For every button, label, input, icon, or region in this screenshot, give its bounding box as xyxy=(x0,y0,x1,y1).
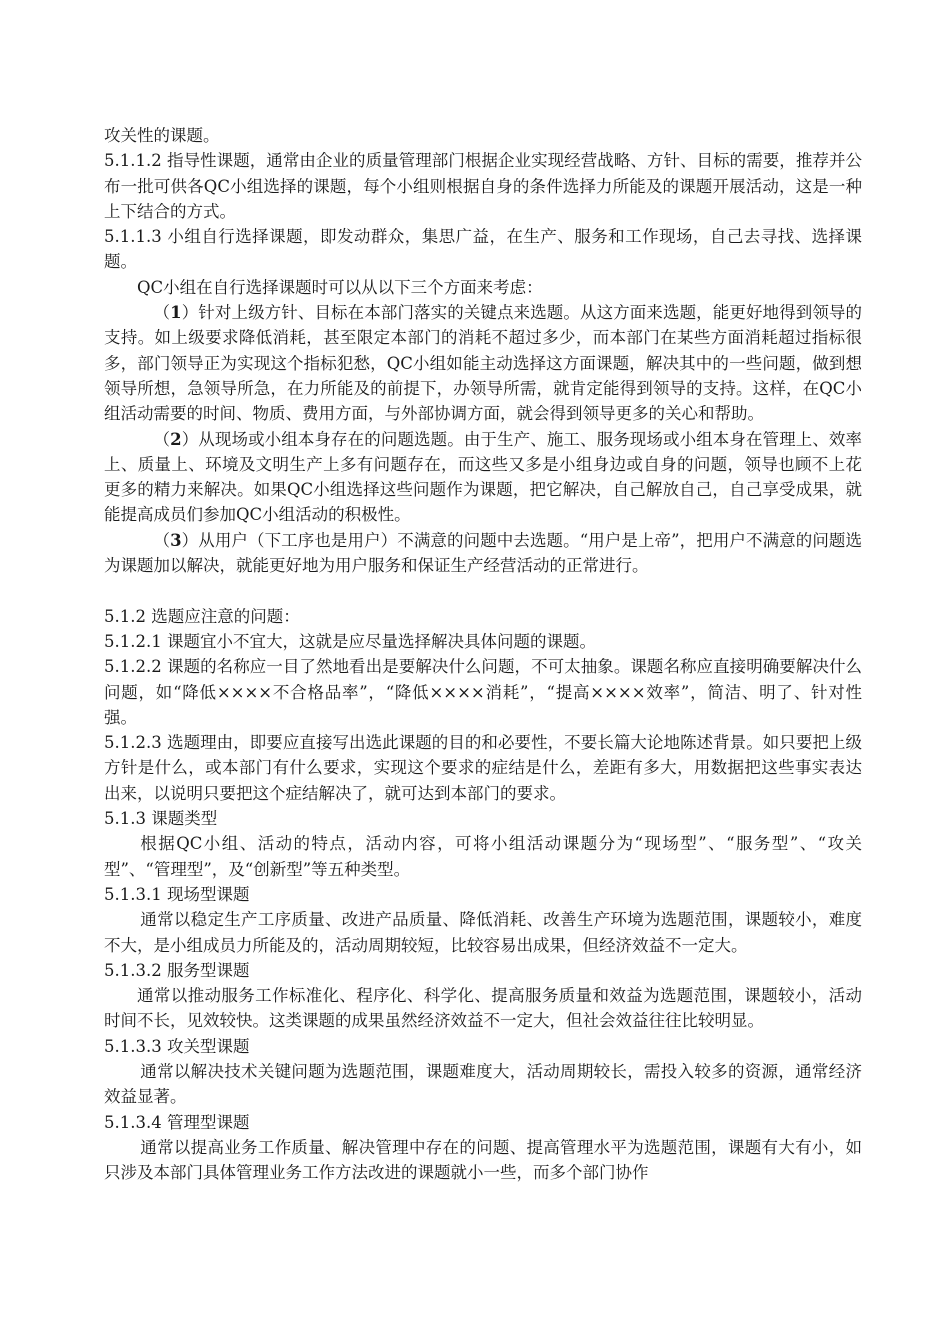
section-5-1-1-2: 5.1.1.2 指导性课题，通常由企业的质量管理部门根据企业实现经营战略、方针、目标的需要，推荐并公布一批可供各QC小组选择的课题，每个小组则根据自身的条件选择力所能及的课题开展活动，这是一种上下结合的方式。 xyxy=(104,151,862,221)
onsite-topic-text: 通常以稳定生产工序质量、改进产品质量、降低消耗、改善生产环境为选题范围，课题较小，难度不大，是小组成员力所能及的，活动周期较短，比较容易出成果，但经济效益不一定大。 xyxy=(104,910,862,955)
topic-types-intro: 根据QC小组、活动的特点，活动内容，可将小组活动课题分为“现场型”、“服务型”、“攻关型”、“管理型”，及“创新型”等五种类型。 xyxy=(104,834,862,879)
self-selection-intro: QC小组在自行选择课题时可以从以下三个方面来考虑： xyxy=(137,277,543,297)
list-item-3: （3）从用户（下工序也是用户）不满意的问题中去选题。“用户是上帝”，把用户不满意的问题选为课题加以解决，就能更好地为用户服务和保证生产经营活动的正常进行。 xyxy=(104,530,863,576)
section-5-1-3-4-heading: 5.1.3.4 管理型课题 xyxy=(104,1112,250,1132)
tackling-topic-text: 通常以解决技术关键问题为选题范围，课题难度大，活动周期较长，需投入较多的资源，通常经济效益显著。 xyxy=(104,1061,862,1107)
management-topic-text: 通常以提高业务工作质量、解决管理中存在的问题、提高管理水平为选题范围，课题有大有小，如只涉及本部门具体管理业务工作方法改进的课题就小一些，而多个部门协作 xyxy=(104,1137,862,1183)
list-number-1: 1 xyxy=(170,303,182,323)
section-5-1-2-heading: 5.1.2 选题应注意的问题： xyxy=(104,606,300,626)
list-item-3-text: 从用户（下工序也是用户）不满意的问题中去选题。“用户是上帝”，把用户不满意的问题选为课题加以解决，就能更好地为用户服务和保证生产经营活动的正常进行。 xyxy=(104,530,863,576)
section-5-1-2-3: 5.1.2.3 选题理由，即要应直接写出选此课题的目的和必要性，不要长篇大论地陈述背景。如只要把上级方针是什么，或本部门有什么要求，实现这个要求的症结是什么，差距有多大，用数据把这些事实表达出来，以说明只要把这个症结解决了，就可达到本部门的要求。 xyxy=(104,733,862,803)
list-item-2-text: 从现场或小组本身存在的问题选题。由于生产、施工、服务现场或小组本身在管理上、效率上、质量上、环境及文明生产上多有问题存在，而这些又多是小组身边或自身的问题，领导也顾不上花更多的精力来解决。如果QC小组选择这些问题作为课题，把它解决，自己解放自己，自己享受成果，就能提高成员们参加QC小组活动的积极性。 xyxy=(104,429,863,525)
list-number-3: 3 xyxy=(170,530,182,550)
section-5-1-2-1: 5.1.2.1 课题宜小不宜大，这就是应尽量选择解决具体问题的课题。 xyxy=(104,631,596,651)
list-item-1: （1）针对上级方针、目标在本部门落实的关键点来选题。从这方面来选题，能更好地得到领导的支持。如上级要求降低消耗，甚至限定本部门的消耗不超过多少，而本部门在某些方面消耗超过指标很多，部门领导正为实现这个指标犯愁，QC小组如能主动选择这方面课题，解决其中的一些问题，做到想领导所想，急领导所急，在力所能及的前提下，办领导所需，就肯定能得到领导的支持。这样，在QC小组活动需要的时间、物质、费用方面，与外部协调方面，就会得到领导更多的关心和帮助。 xyxy=(104,303,863,424)
section-5-1-2-2: 5.1.2.2 课题的名称应一目了然地看出是要解决什么问题，不可太抽象。课题名称应直接明确要解决什么问题，如“降低××××不合格品率”，“降低××××消耗”，“提高××××效率”，简洁、明了、针对性强。 xyxy=(104,657,862,727)
document-body xyxy=(104,123,862,1185)
section-5-1-3-2-heading: 5.1.3.2 服务型课题 xyxy=(104,960,250,980)
paragraph-continuation: 攻关性的课题。 xyxy=(104,126,220,145)
list-number-2: 2 xyxy=(170,429,182,449)
service-topic-text: 通常以推动服务工作标准化、程序化、科学化、提高服务质量和效益为选题范围，课题较小，活动时间不长，见效较快。这类课题的成果虽然经济效益不一定大，但社会效益往往比较明显。 xyxy=(104,986,862,1031)
section-5-1-3-1-heading: 5.1.3.1 现场型课题 xyxy=(104,884,250,904)
section-5-1-3-3-heading: 5.1.3.3 攻关型课题 xyxy=(104,1036,250,1056)
section-5-1-3-heading: 5.1.3 课题类型 xyxy=(104,809,218,829)
blank-line xyxy=(104,578,862,603)
list-item-1-text: 针对上级方针、目标在本部门落实的关键点来选题。从这方面来选题，能更好地得到领导的支持。如上级要求降低消耗，甚至限定本部门的消耗不超过多少，而本部门在某些方面消耗超过指标很多，部门领导正为实现这个指标犯愁，QC小组如能主动选择这方面课题，解决其中的一些问题，做到想领导所想，急领导所急，在力所能及的前提下，办领导所需，就肯定能得到领导的支持。这样，在QC小组活动需要的时间、物质、费用方面，与外部协调方面，就会得到领导更多的关心和帮助。 xyxy=(104,303,863,424)
section-5-1-1-3: 5.1.1.3 小组自行选择课题，即发动群众，集思广益，在生产、服务和工作现场，自己去寻找、选择课题。 xyxy=(104,227,862,272)
list-item-2: （2）从现场或小组本身存在的问题选题。由于生产、施工、服务现场或小组本身在管理上、效率上、质量上、环境及文明生产上多有问题存在，而这些又多是小组身边或自身的问题，领导也顾不上花更多的精力来解决。如果QC小组选择这些问题作为课题，把它解决，自己解放自己，自己享受成果，就能提高成员们参加QC小组活动的积极性。 xyxy=(104,429,863,525)
